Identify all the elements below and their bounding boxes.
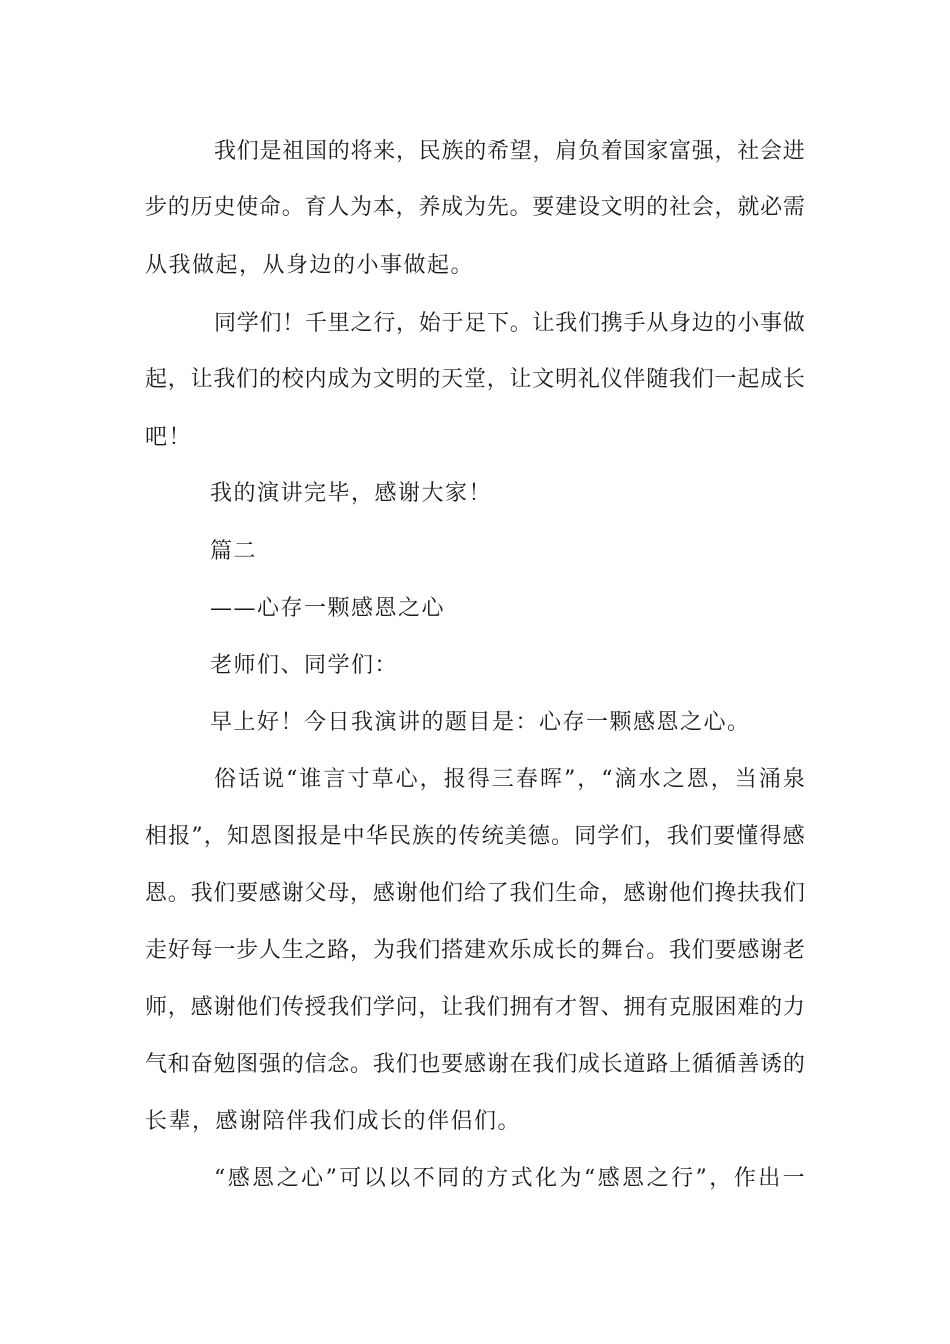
paragraph-line: 长辈，感谢陪伴我们成长的伴侣们。	[145, 1109, 522, 1134]
paragraph-line: 起 ， 让 我 们 的 校 内 成 为 文 明 的 天 堂 ， 让 文 明 礼 仪 伴 随 我 们 一 起 成 长	[145, 367, 805, 392]
greeting-line: 早上好！今日我演讲的题目是：心存一颗感恩之心。	[210, 710, 751, 735]
paragraph-line: “ 感 恩 之 心 ” 可 以 以 不 同 的 方 式 化 为 “ 感 恩 之 行 ” ， 作 出 一	[214, 1166, 805, 1191]
paragraph-line: 同 学 们 ！ 千 里 之 行 ， 始 于 足 下 。 让 我 们 携 手 从 身 边 的 小 事 做	[214, 311, 805, 336]
paragraph-line: 恩 。 我 们 要 感 谢 父 母 ， 感 谢 他 们 给 了 我 们 生 命 ， 感 谢 他 们 搀 扶 我 们	[145, 881, 805, 906]
closing-line: 我的演讲完毕，感谢大家！	[210, 481, 493, 506]
paragraph-line: 气 和 奋 勉 图 强 的 信 念 。 我 们 也 要 感 谢 在 我 们 成 长 道 路 上 循 循 善 诱 的	[145, 1052, 805, 1077]
paragraph-line: 相 报 ” ， 知 恩 图 报 是 中 华 民 族 的 传 统 美 德 。 同 学 们 ， 我 们 要 懂 得 感	[145, 824, 805, 849]
paragraph-line: 吧！	[145, 425, 193, 450]
paragraph-line: 步 的 历 史 使 命 。 育 人 为 本 ， 养 成 为 先 。 要 建 设 文 明 的 社 会 ， 就 必 需	[145, 195, 805, 220]
paragraph-line: 走 好 每 一 步 人 生 之 路 ， 为 我 们 搭 建 欢 乐 成 长 的 舞 台 。 我 们 要 感 谢 老	[145, 938, 805, 963]
section-heading: 篇二	[210, 539, 258, 564]
paragraph-line: 俗 话 说 “ 谁 言 寸 草 心 ， 报 得 三 春 晖 ” ， “ 滴 水 之 恩 ， 当 涌 泉	[214, 767, 805, 792]
salutation: 老师们、同学们：	[210, 653, 399, 678]
paragraph-line: 师 ， 感 谢 他 们 传 授 我 们 学 问 ， 让 我 们 拥 有 才 智 、 拥 有 克 服 困 难 的 力	[145, 995, 805, 1020]
paragraph-line: 从我做起，从身边的小事做起。	[145, 253, 475, 278]
speech-title: ——心存一颗感恩之心	[210, 596, 446, 621]
paragraph-line: 我 们 是 祖 国 的 将 来 ， 民 族 的 希 望 ， 肩 负 着 国 家 富 强 ， 社 会 进	[214, 139, 805, 164]
